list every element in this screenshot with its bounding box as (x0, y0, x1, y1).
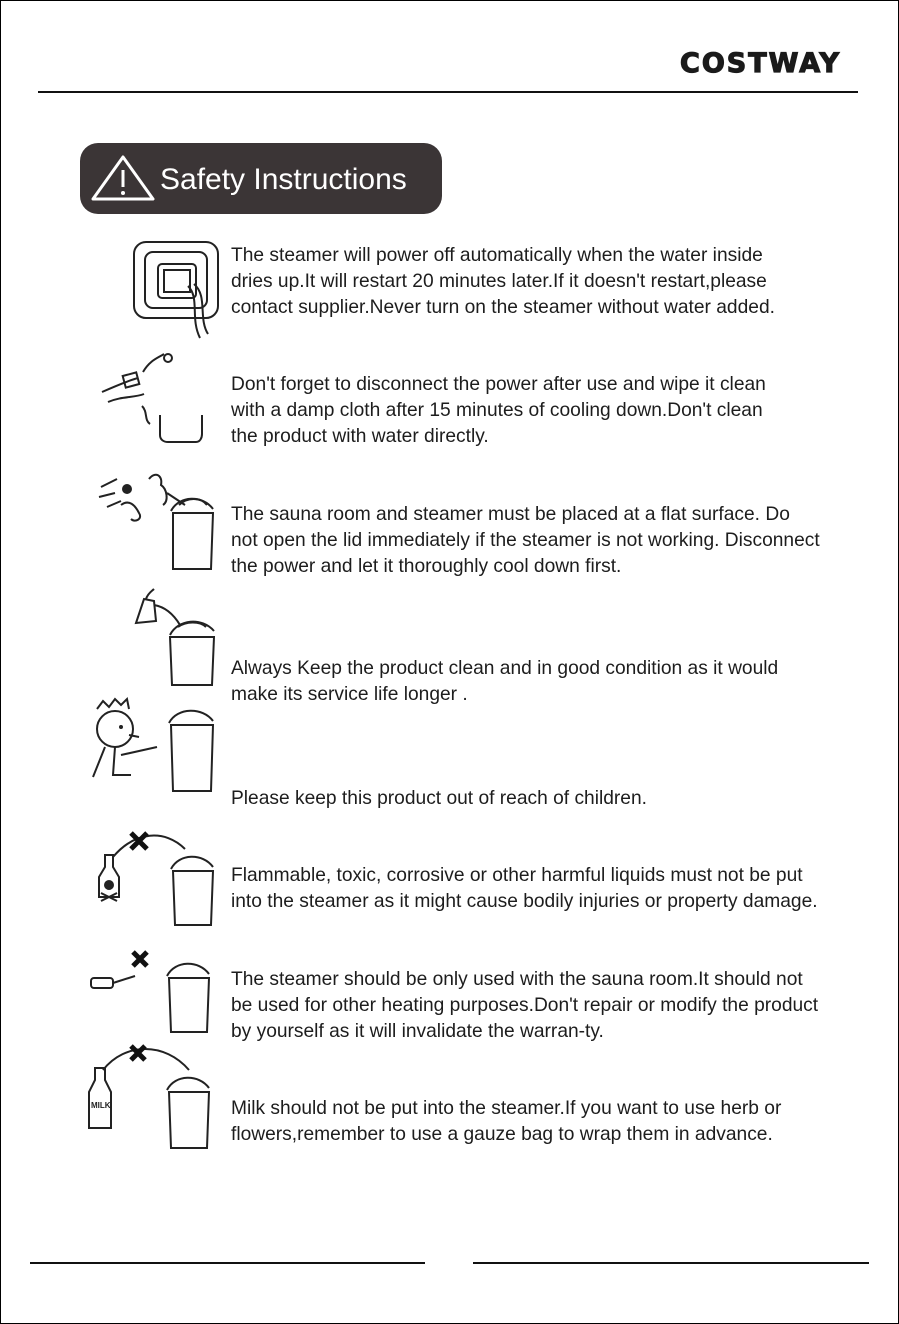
instruction-text: The sauna room and steamer must be placed at a flat surface. Do not open the lid immediately if the steamer is not working. Disconnect the power and let it thoroughly cool down first. (231, 504, 820, 577)
instruction-text: Flammable, toxic, corrosive or other harmful liquids must not be put into the steamer as it might cause bodily injuries or property damage. (231, 865, 818, 912)
warning-triangle-icon (90, 154, 156, 202)
footer-rule-right (473, 1262, 869, 1264)
no-toxic-liquid-illustration (85, 825, 220, 930)
section-banner (80, 143, 442, 214)
unplug-illustration (98, 350, 208, 445)
footer-rule-left (30, 1262, 425, 1264)
instruction-text: The steamer should be only used with the sauna room.It should not be used for other heating purposes.Don't repair or modify the product by yourself as it will invalidate the warran-ty. (231, 969, 819, 1042)
no-milk-illustration (85, 1040, 220, 1155)
instruction-text: Don't forget to disconnect the power after use and wipe it clean with a damp cloth after 15 minutes of cooling down.Don't clean the product with water directly. (231, 374, 766, 447)
brand-logo: COSTWAY (680, 48, 842, 79)
hot-steamer-illustration (95, 465, 220, 575)
instruction-text: The steamer will power off automatically when the water inside dries up.It will restart 20 minutes later.If it doesn't restart,please contact supplier.Never turn on the steamer without water added. (231, 245, 775, 318)
instruction-text: Please keep this product out of reach of children. (231, 788, 647, 809)
header-rule (38, 91, 858, 93)
section-title: Safety Instructions (160, 163, 407, 196)
power-switch-illustration (128, 238, 223, 343)
instruction-text: Milk should not be put into the steamer.If you want to use herb or flowers,remember to use a gauze bag to wrap them in advance. (231, 1098, 782, 1145)
child-steamer-illustration (85, 695, 220, 800)
instruction-text: Always Keep the product clean and in good condition as it would make its service life longer . (231, 658, 779, 705)
clean-steamer-illustration (130, 585, 220, 690)
milk-label: MILK (91, 1101, 111, 1110)
no-repair-illustration (85, 948, 220, 1038)
